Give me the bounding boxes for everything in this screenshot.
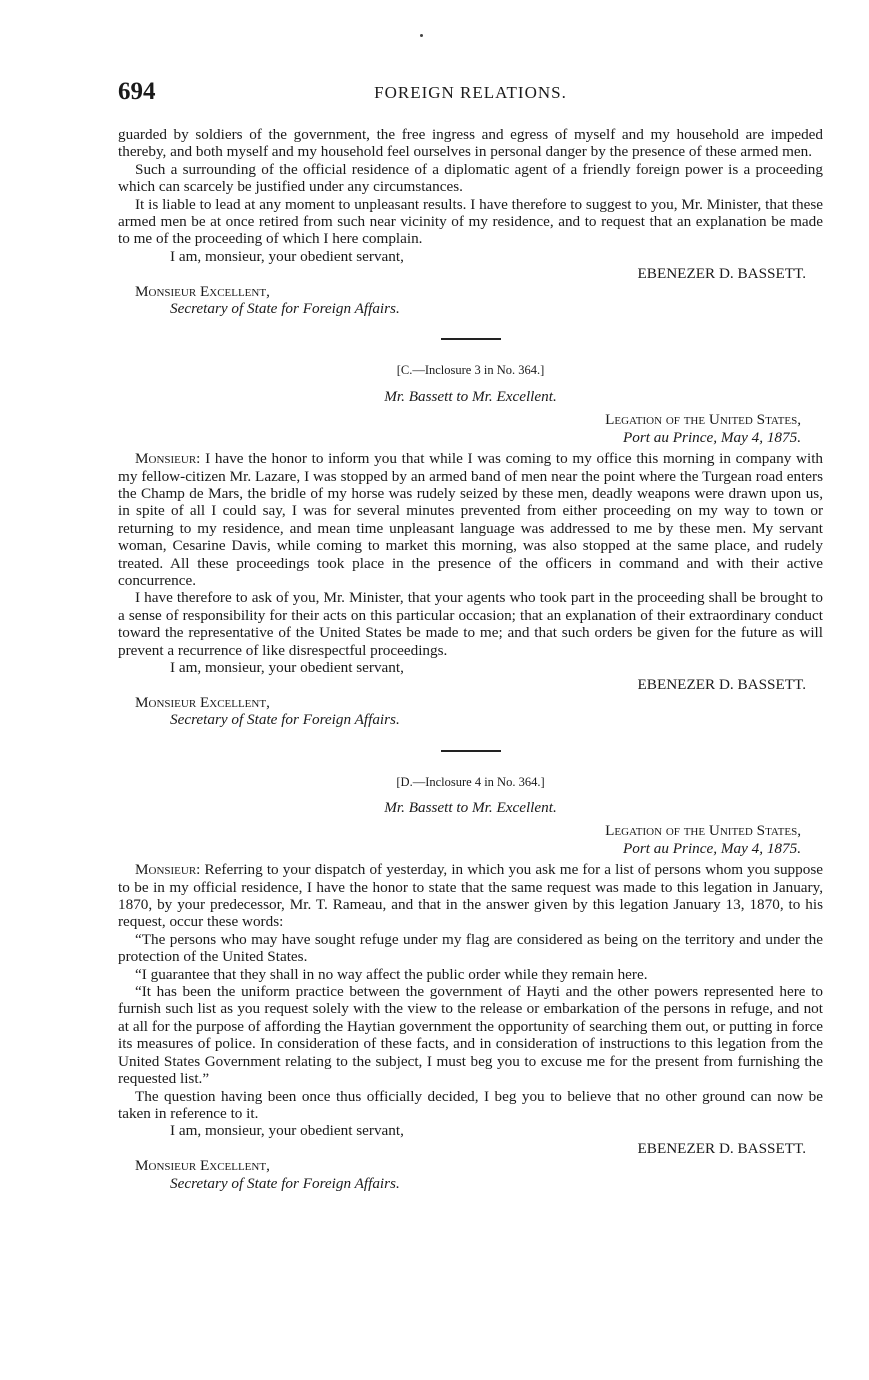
paragraph: guarded by soldiers of the government, the free ingress and egress of myself and my household are impeded thereby, and both myself and my household feel ourselves in personal danger by the presence of these armed men.: [118, 126, 823, 161]
paragraph: “It has been the uniform practice between the government of Hayti and the other powers represented here to furnish such list as you request solely with the view to the release or embarkation of the persons in refuge, and not at all for the purpose of affording the Haytian government the opportunity of searching them out, or putting in force its measures of police. In consideration of these facts, and in consideration of instructions to this legation from the United States Government relating to the subject, I must beg you to excuse me for the present from furnishing the requested list.”: [118, 983, 823, 1088]
place-date: Port au Prince, May 4, 1875.: [622, 839, 801, 857]
print-speck: [420, 34, 423, 37]
enclosure-label: [C.—Inclosure 3 in No. 364.]: [396, 363, 545, 378]
signature: EBENEZER D. BASSETT.: [637, 265, 806, 283]
closing-line: I am, monsieur, your obedient servant,: [170, 1122, 404, 1140]
running-title: FOREIGN RELATIONS.: [374, 83, 567, 102]
addressee-name: Monsieur Excellent,: [135, 693, 270, 711]
closing-line: I am, monsieur, your obedient servant,: [170, 658, 404, 676]
paragraph: Referring to your dispatch of yesterday, in which you ask me for a list of persons whom you suppose to be in my official residence, I have the honor to state that the same request was made to this legation in January, 1870, by your predecessor, Mr. T. Rameau, and that in the answer given by this legation January 13, 1870, to his request, occur these words:: [118, 861, 823, 931]
place-date: Port au Prince, May 4, 1875.: [622, 428, 801, 446]
page-body: [118, 126, 823, 1192]
salutation: Monsieur:: [135, 450, 201, 468]
enclosure-label: [D.—Inclosure 4 in No. 364.]: [396, 774, 545, 789]
section-divider: [441, 750, 501, 752]
legation-line: Legation of the United States,: [605, 411, 801, 429]
paragraph: “The persons who may have sought refuge under my flag are considered as being on the territory and under the protection of the United States.: [118, 930, 823, 966]
paragraph: The question having been once thus officially decided, I beg you to believe that no other ground can now be taken in reference to it.: [118, 1087, 823, 1122]
legation-line: Legation of the United States,: [605, 822, 801, 840]
salutation: Monsieur:: [135, 861, 201, 879]
paragraph: It is liable to lead at any moment to unpleasant results. I have therefore to suggest to you, Mr. Minister, that these armed men be at once retired from such near vicinity of my residence, and to request that an explanation be made to me of the proceeding of which I here complain.: [118, 195, 823, 248]
addressee-name: Monsieur Excellent,: [135, 1157, 270, 1175]
paragraph: “I guarantee that they shall in no way affect the public order while they remain here.: [135, 965, 648, 983]
paragraph: I have the honor to inform you that while I was coming to my office this morning in company with my fellow-citizen Mr. Lazare, I was stopped by an armed band of men near the point where the Turgean road enters the Champ de Mars, the bridle of my horse was rudely seized by these men, deadly weapons were drawn upon us, in spite of all I could say, I was for several minutes prevented from either proceeding on my way to town or returning to my residence, and mean time unpleasant language was addressed to me by these men. My servant woman, Cesarine Davis, while coming to market this morning, was also stopped at the same place, and rudely treated. All these proceedings took place in the presence of the officers in command and with their active concurrence.: [118, 450, 824, 589]
page-number: 694: [118, 78, 156, 105]
paragraph: Such a surrounding of the official residence of a diplomatic agent of a friendly foreign power is a proceeding which can scarcely be justified under any circumstances.: [118, 160, 823, 196]
closing-line: I am, monsieur, your obedient servant,: [170, 247, 404, 265]
addressee-title: Secretary of State for Foreign Affairs.: [170, 711, 400, 729]
addressee-name: Monsieur Excellent,: [135, 282, 270, 300]
section-divider: [441, 338, 501, 340]
paragraph: I have therefore to ask of you, Mr. Minister, that your agents who took part in the proceeding shall be brought to a sense of responsibility for their acts on this particular occasion; that an explanation of their extraordinary conduct toward the representative of the United States be made to me; and that such orders be given for the future as will prevent a recurrence of like disrespectful proceedings.: [118, 589, 823, 659]
letter-title: Mr. Bassett to Mr. Excellent.: [384, 387, 557, 405]
addressee-title: Secretary of State for Foreign Affairs.: [170, 1174, 400, 1192]
signature: EBENEZER D. BASSETT.: [637, 1139, 806, 1157]
letter-title: Mr. Bassett to Mr. Excellent.: [384, 799, 557, 816]
signature: EBENEZER D. BASSETT.: [637, 676, 806, 694]
addressee-title: Secretary of State for Foreign Affairs.: [170, 300, 400, 318]
page-header: [118, 78, 823, 108]
